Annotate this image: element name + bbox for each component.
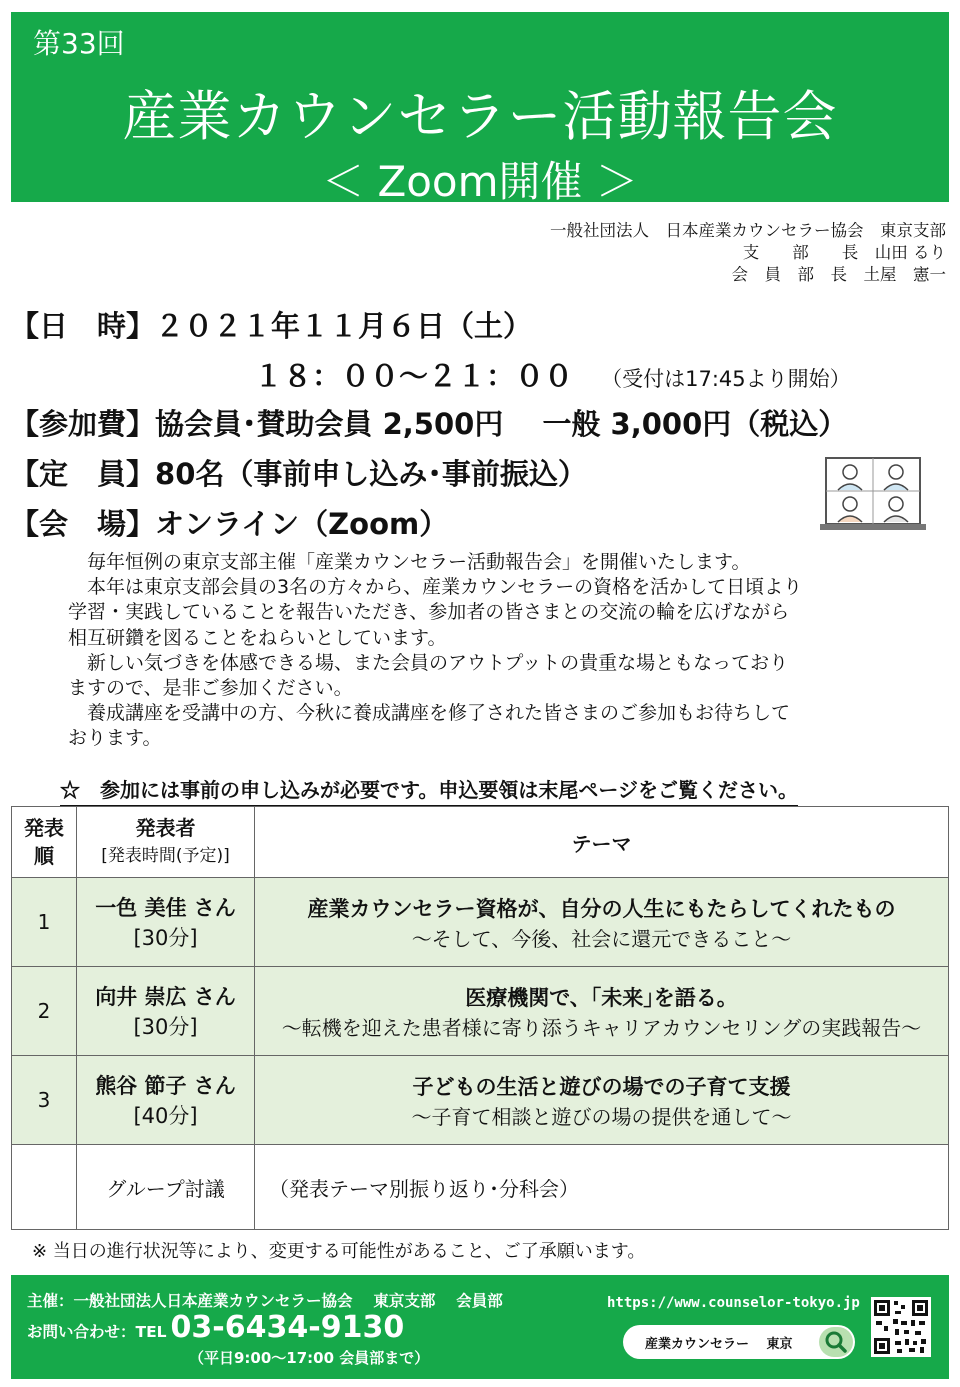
table-row — [12, 1145, 949, 1230]
contact-info — [27, 1310, 404, 1345]
table-row — [12, 878, 949, 967]
registration-notice: ☆ 参加には事前の申し込みが必要です。申込要領は末尾ページをご覧ください。 — [60, 774, 798, 807]
header-order — [12, 807, 77, 878]
discussion-note: （発表テーマ別振り返り･分科会） — [255, 1145, 949, 1230]
intro-line: 毎年恒例の東京支部主催「産業カウンセラー活動報告会」を開催いたします。 — [68, 551, 751, 573]
organizer-block — [550, 220, 946, 286]
table-row — [12, 967, 949, 1056]
presentation-order: 3 — [12, 1056, 77, 1145]
theme-cell — [255, 878, 949, 967]
event-subtitle: ＜ Zoom開催 ＞ — [322, 157, 638, 206]
branch-head-title: 支 部 長 — [742, 243, 859, 262]
footer-banner — [11, 1275, 949, 1379]
date-row — [10, 304, 532, 345]
table-header-row — [12, 807, 949, 878]
intro-line: 養成講座を受講中の方、今秋に養成講座を修了された皆さまのご参加もお待ちして — [68, 702, 791, 725]
zoom-meeting-illustration — [820, 456, 926, 532]
intro-line: ますので、是非ご参加ください。 — [68, 677, 353, 700]
qr-code-icon[interactable] — [871, 1297, 931, 1357]
fee-label: 【参加費】 — [10, 407, 156, 441]
header-order-line2: 順 — [34, 844, 54, 868]
presentation-order: 2 — [12, 967, 77, 1056]
contact-hours: （平日9:00～17:00 会員部まで） — [189, 1349, 430, 1367]
host-info: 主催：一般社団法人日本産業カウンセラー協会 東京支部 会員部 — [27, 1292, 503, 1310]
venue-row — [10, 502, 448, 543]
member-head-title: 会 員 部 長 — [731, 265, 847, 284]
presenter-name: 向井 崇広 さん — [95, 985, 236, 1009]
presenter-cell — [77, 1056, 255, 1145]
venue-value: オンライン（Zoom） — [155, 507, 449, 541]
presentation-duration: [30分] — [133, 1015, 198, 1039]
theme-title: 子どもの生活と遊びの場での子育て支援 — [412, 1074, 791, 1099]
theme-subtitle: ～転機を迎えた患者様に寄り添うキャリアカウンセリングの実践報告～ — [281, 1015, 922, 1040]
discussion-order — [12, 1145, 77, 1230]
intro-line: 新しい気づきを体感できる場、また会員のアウトプットの貴重な場ともなっており — [68, 651, 789, 674]
theme-cell — [255, 967, 949, 1056]
phone-number: 03-6434-9130 — [170, 1310, 405, 1345]
intro-line: 相互研鑽を図ることをねらいとしています。 — [68, 626, 447, 649]
search-button[interactable] — [819, 1327, 853, 1357]
theme-title: 医療機関で、｢未来｣を語る。 — [465, 985, 738, 1010]
edition-label: 第33回 — [33, 27, 125, 60]
website-url[interactable]: https://www.counselor-tokyo.jp — [607, 1295, 860, 1311]
title-banner — [11, 12, 949, 206]
schedule-table — [11, 806, 949, 1230]
presenter-cell — [77, 878, 255, 967]
presenter-name: 熊谷 節子 さん — [95, 1074, 236, 1098]
theme-cell — [255, 1056, 949, 1145]
presentation-duration: [40分] — [133, 1104, 198, 1128]
contact-label: お問い合わせ：TEL — [27, 1323, 167, 1341]
branch-head — [550, 242, 946, 264]
search-icon — [819, 1327, 853, 1357]
time-value: １８：００～２１：００ — [254, 359, 574, 393]
header-order-line1: 発表 — [24, 816, 64, 840]
member-head-name: 土屋 憲一 — [863, 265, 946, 284]
intro-line: 本年は東京支部会員の3名の方々から、産業カウンセラーの資格を活かして日頃より — [68, 576, 803, 599]
header-theme: テーマ — [255, 807, 949, 878]
reception-note: （受付は17:45より開始） — [601, 367, 851, 391]
date-value: ２０２１年１１月６日（土） — [155, 309, 533, 343]
footnote: ※ 当日の進行状況等により、変更する可能性があること、ご了承願います。 — [32, 1241, 646, 1262]
presentation-order: 1 — [12, 878, 77, 967]
discussion-label: グループ討議 — [77, 1145, 255, 1230]
fee-row — [10, 402, 847, 443]
header-presenter-label: 発表者 — [135, 816, 196, 840]
capacity-label: 【定 員】 — [10, 457, 156, 491]
search-box[interactable] — [623, 1325, 855, 1359]
search-query: 産業カウンセラー 東京 — [645, 1337, 793, 1352]
theme-subtitle: ～そして、今後、社会に還元できること～ — [411, 926, 792, 951]
intro-line: おります。 — [68, 727, 162, 750]
theme-subtitle: ～子育て相談と遊びの場の提供を通して～ — [411, 1104, 792, 1129]
branch-head-name: 山田 るり — [874, 243, 946, 262]
event-title: 産業カウンセラー活動報告会 — [122, 85, 838, 148]
header-presenter-sub: [発表時間(予定)] — [101, 846, 230, 866]
table-row — [12, 1056, 949, 1145]
intro-text — [68, 550, 898, 752]
fee-value: 協会員･賛助会員 2,500円 一般 3,000円（税込） — [155, 407, 848, 441]
venue-label: 【会 場】 — [10, 507, 156, 541]
member-head — [550, 264, 946, 286]
intro-line: 学習・実践していることを報告いただき、参加者の皆さまとの交流の輪を広げながら — [68, 601, 790, 624]
presentation-duration: [30分] — [133, 926, 198, 950]
time-row — [254, 354, 851, 395]
organizer-name: 一般社団法人 日本産業カウンセラー協会 東京支部 — [550, 221, 946, 240]
theme-title: 産業カウンセラー資格が、自分の人生にもたらしてくれたもの — [307, 896, 896, 921]
presenter-name: 一色 美佳 さん — [95, 896, 236, 920]
header-presenter — [77, 807, 255, 878]
date-label: 【日 時】 — [10, 309, 156, 343]
presenter-cell — [77, 967, 255, 1056]
capacity-value: 80名（事前申し込み･事前振込） — [155, 457, 587, 491]
capacity-row — [10, 452, 587, 493]
